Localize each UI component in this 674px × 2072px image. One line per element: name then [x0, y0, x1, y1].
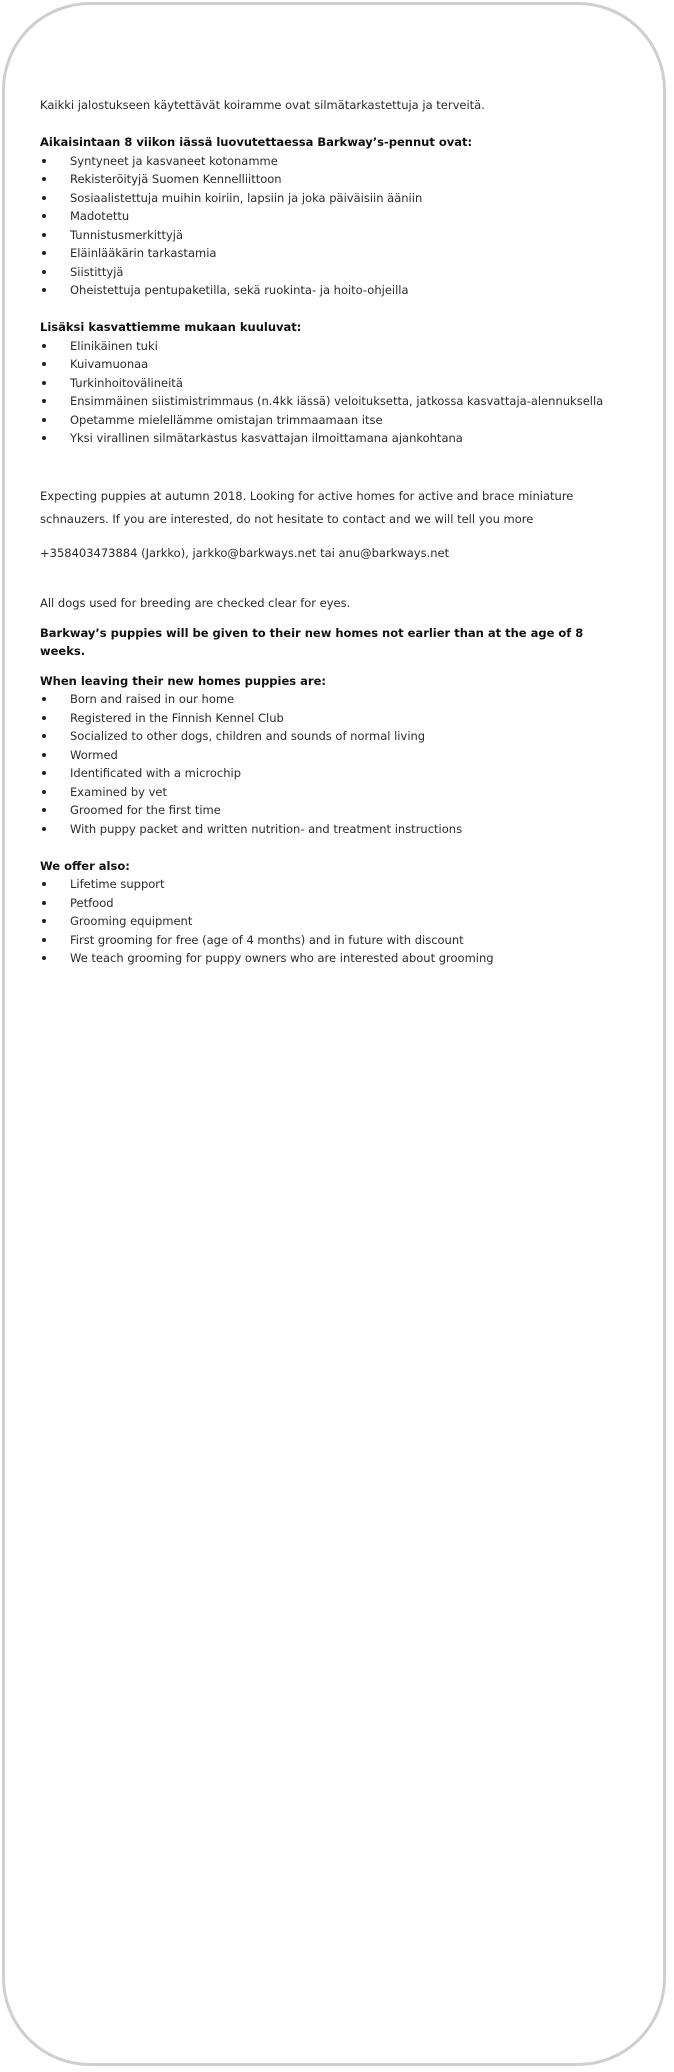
list-item: Siistittyjä — [40, 263, 620, 282]
fi-heading-extras: Lisäksi kasvattiemme mukaan kuuluvat: — [40, 320, 302, 334]
list-item: Rekisteröityjä Suomen Kennelliittoon — [40, 170, 620, 189]
list-item: Kuivamuonaa — [40, 355, 620, 374]
en-announcement: Expecting puppies at autumn 2018. Looking for active homes for active and brace miniature schnauzers. If you are interested, do not hesitate to contact and we will tell you more — [40, 488, 574, 526]
list-item: Groomed for the first time — [40, 801, 620, 820]
en-offer-list — [40, 875, 620, 968]
en-heading-age: Barkway’s puppies will be given to their new homes not earlier than at the age of 8 weeks. — [40, 625, 584, 658]
list-item: Syntyneet ja kasvaneet kotonamme — [40, 152, 620, 171]
fi-intro: Kaikki jalostukseen käytettävät koiramme ovat silmätarkastettuja ja terveitä. — [40, 98, 485, 112]
list-item: Yksi virallinen silmätarkastus kasvattajan ilmoittamana ajankohtana — [40, 429, 620, 448]
fi-extras-list — [40, 337, 620, 448]
en-heading-offer: We offer also: — [40, 858, 130, 873]
en-intro: All dogs used for breeding are checked clear for eyes. — [40, 596, 351, 610]
list-item: Grooming equipment — [40, 912, 620, 931]
list-item: With puppy packet and written nutrition- and treatment instructions — [40, 820, 620, 839]
list-item: Wormed — [40, 746, 620, 765]
list-item: Eläinlääkärin tarkastamia — [40, 244, 620, 263]
list-item: Examined by vet — [40, 783, 620, 802]
main-content — [40, 96, 620, 968]
fi-puppies-list — [40, 152, 620, 300]
list-item: Ensimmäinen siistimistrimmaus (n.4kk iässä) veloituksetta, jatkossa kasvattaja-alennuksella — [40, 392, 620, 411]
list-item: Tunnistusmerkittyjä — [40, 226, 620, 245]
list-item: Lifetime support — [40, 875, 620, 894]
list-item: Socialized to other dogs, children and sounds of normal living — [40, 727, 620, 746]
list-item: Madotettu — [40, 207, 620, 226]
list-item: Registered in the Finnish Kennel Club — [40, 709, 620, 728]
list-item: Elinikäinen tuki — [40, 337, 620, 356]
list-item: Turkinhoitovälineitä — [40, 374, 620, 393]
list-item: Oheistettuja pentupaketilla, sekä ruokinta- ja hoito-ohjeilla — [40, 281, 620, 300]
en-puppies-list — [40, 690, 620, 838]
fi-heading-puppies: Aikaisintaan 8 viikon iässä luovutettaessa Barkway’s-pennut ovat: — [40, 135, 473, 149]
list-item: Born and raised in our home — [40, 690, 620, 709]
contact-info: +358403473884 (Jarkko), jarkko@barkways.net tai anu@barkways.net — [40, 545, 450, 560]
en-heading-puppies: When leaving their new homes puppies are: — [40, 673, 326, 688]
list-item: First grooming for free (age of 4 months) and in future with discount — [40, 931, 620, 950]
list-item: Opetamme mielellämme omistajan trimmaamaan itse — [40, 411, 620, 430]
list-item: Identificated with a microchip — [40, 764, 620, 783]
list-item: Petfood — [40, 894, 620, 913]
list-item: Sosiaalistettuja muihin koiriin, lapsiin ja joka päiväisiin ääniin — [40, 189, 620, 208]
list-item: We teach grooming for puppy owners who are interested about grooming — [40, 949, 620, 968]
